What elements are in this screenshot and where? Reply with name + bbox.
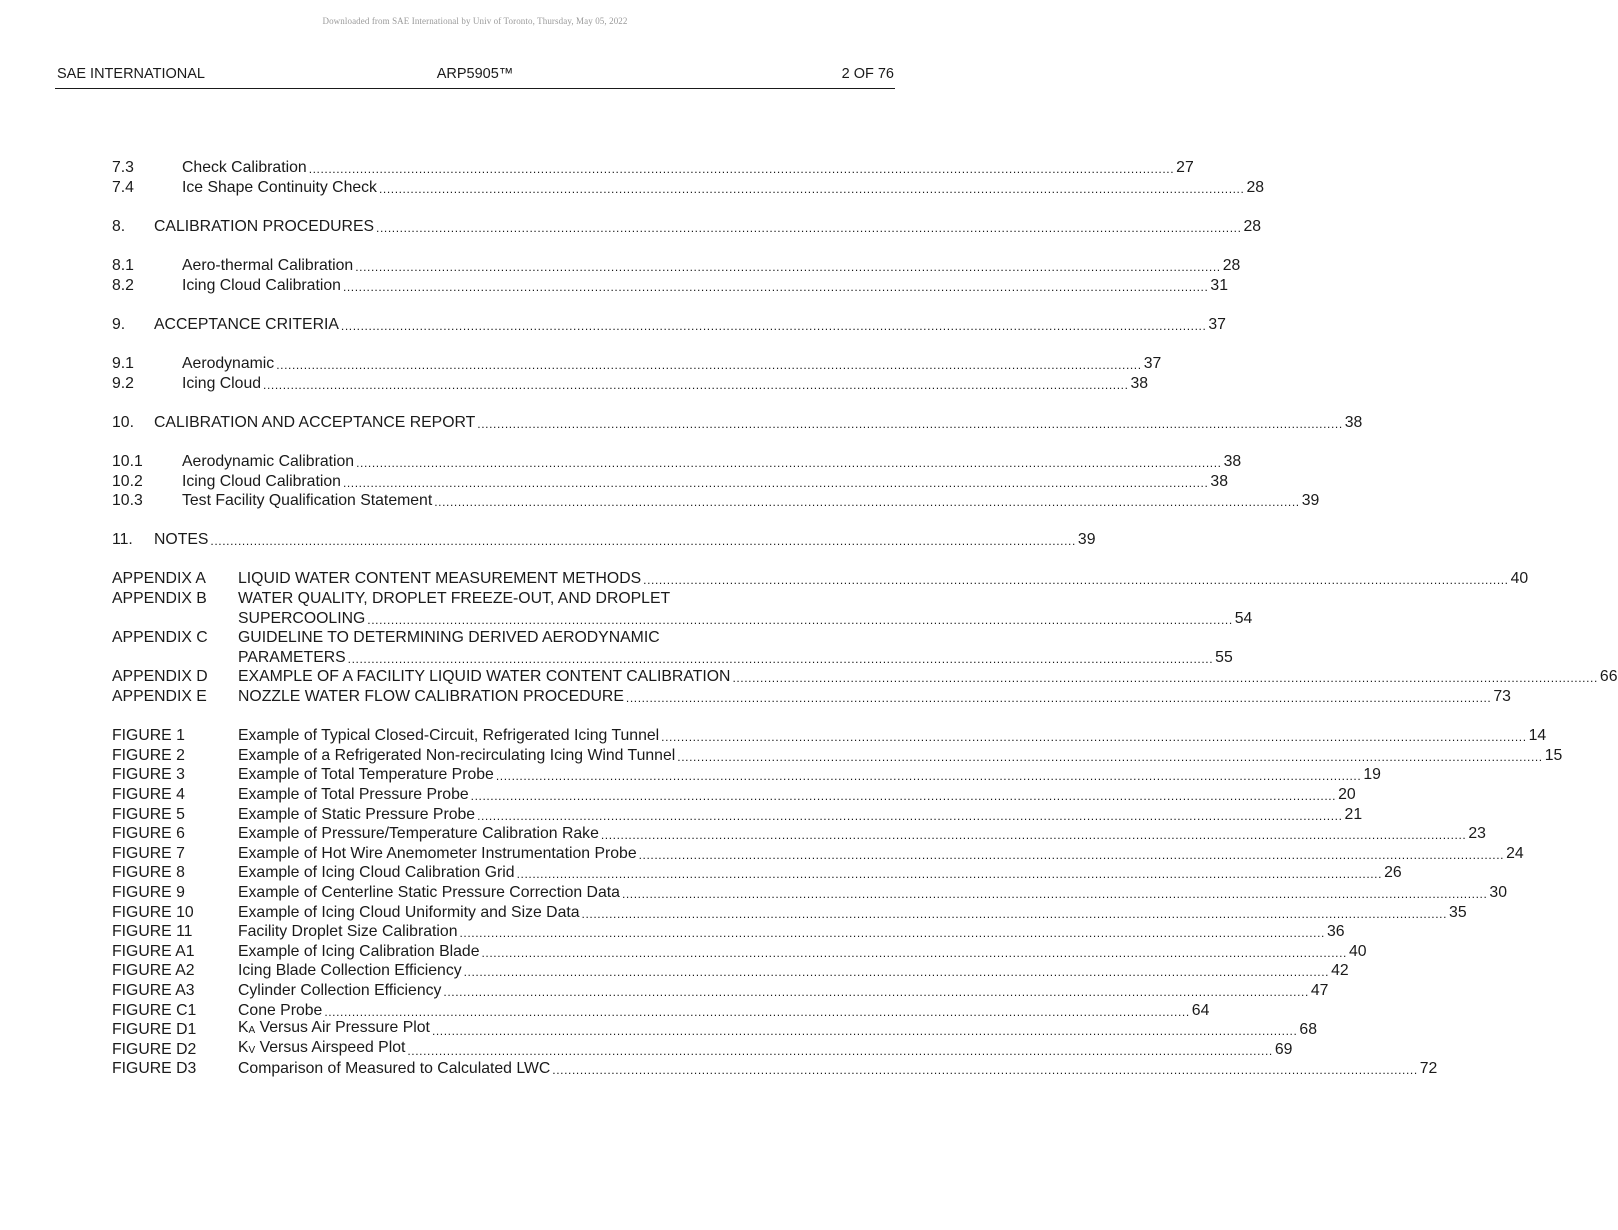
toc-entry-11[interactable] <box>112 530 1096 550</box>
toc-figure-d3[interactable] <box>112 1059 1438 1079</box>
figure-page: 69 <box>1274 1040 1293 1058</box>
figure-page: 20 <box>1338 786 1356 803</box>
figure-page: 24 <box>1506 844 1524 862</box>
toc-entry-number: 8.1 <box>112 256 134 274</box>
figure-label: FIGURE 10 <box>112 903 194 921</box>
header-document-number: ARP5905™ <box>436 66 514 82</box>
figure-title: Icing Blade Collection Efficiency <box>238 962 462 980</box>
figure-label: FIGURE 4 <box>112 786 185 803</box>
toc-figure-9[interactable] <box>112 883 1507 903</box>
toc-entry-10-2[interactable] <box>112 472 1228 492</box>
toc-entry-page: 38 <box>1223 452 1242 470</box>
dot-leader: ............................................................................................................................................................................................................................ <box>481 945 1347 960</box>
figure-page: 72 <box>1419 1060 1438 1078</box>
figure-label: FIGURE 7 <box>112 844 185 862</box>
dot-leader: ............................................................................................................................................................................................................................ <box>661 730 1527 745</box>
dot-leader: ............................................................................................................................................................................................................................ <box>342 475 1209 490</box>
dot-leader: ............................................................................................................................................................................................................................ <box>434 495 1300 510</box>
figure-label: FIGURE D2 <box>112 1040 197 1058</box>
toc-entry-number: 9.2 <box>112 374 134 392</box>
toc-entry-page: 37 <box>1208 315 1226 333</box>
figure-page: 68 <box>1299 1021 1317 1039</box>
figure-page: 35 <box>1449 903 1467 921</box>
toc-figure-a2[interactable] <box>112 961 1349 981</box>
toc-appendix-b-line2[interactable] <box>112 609 1253 629</box>
toc-entry-page: 28 <box>1222 256 1241 274</box>
figure-label: FIGURE A1 <box>112 942 195 960</box>
dot-leader: ............................................................................................................................................................................................................................ <box>600 828 1467 843</box>
figure-title <box>238 1018 430 1040</box>
figure-title: Example of Total Temperature Probe <box>238 766 494 784</box>
dot-leader: ............................................................................................................................................................................................................................ <box>470 789 1337 803</box>
toc-entry-title: CALIBRATION PROCEDURES <box>154 217 375 235</box>
download-watermark: Downloaded from SAE International by Univ of Toronto, Thursday, May 05, 2022 <box>322 16 628 26</box>
figure-page: 30 <box>1489 883 1507 901</box>
figure-label: FIGURE 9 <box>112 883 185 901</box>
dot-leader: ............................................................................................................................................................................................................................ <box>340 318 1207 333</box>
toc-entry-number: 10.2 <box>112 472 143 490</box>
figure-title <box>238 1038 405 1060</box>
figure-page: 47 <box>1310 981 1329 999</box>
toc-entry-page: 31 <box>1210 276 1228 294</box>
dot-leader: ............................................................................................................................................................................................................................ <box>342 279 1209 294</box>
toc-entry-number: 8. <box>112 217 126 235</box>
dot-leader: ............................................................................................................................................................................................................................ <box>621 886 1488 901</box>
toc-figure-d1[interactable] <box>112 1019 1317 1040</box>
appendix-page: 73 <box>1493 688 1511 706</box>
toc-entry-title: Aero-thermal Calibration <box>182 256 354 274</box>
toc-entry-title: Check Calibration <box>182 159 307 176</box>
header-page-number: 2 OF 76 <box>841 66 894 82</box>
dot-leader: ............................................................................................................................................................................................................................ <box>367 612 1233 627</box>
dot-leader: ............................................................................................................................................................................................................................ <box>308 162 1175 176</box>
figure-title: Comparison of Measured to Calculated LWC <box>238 1060 551 1078</box>
toc-entry-title: CALIBRATION AND ACCEPTANCE REPORT <box>154 413 476 431</box>
figure-title: Example of a Refrigerated Non-recirculating Icing Wind Tunnel <box>238 746 676 764</box>
toc-figure-d2[interactable] <box>112 1038 1293 1060</box>
toc-figure-3[interactable] <box>112 765 1381 785</box>
toc-figure-c1[interactable] <box>112 1001 1210 1021</box>
dot-leader: ............................................................................................................................................................................................................................ <box>378 181 1245 196</box>
dot-leader: ............................................................................................................................................................................................................................ <box>625 691 1492 706</box>
toc-appendix-c-line1[interactable] <box>112 628 839 648</box>
figure-label: FIGURE 6 <box>112 825 185 843</box>
toc-figure-2[interactable] <box>112 746 1563 766</box>
figure-title: Cylinder Collection Efficiency <box>238 981 442 999</box>
toc-figure-1[interactable] <box>112 726 1547 746</box>
dot-leader: ............................................................................................................................................................................................................................ <box>324 1004 1190 1019</box>
toc-figure-5[interactable] <box>112 805 1363 825</box>
dot-leader: ............................................................................................................................................................................................................................ <box>347 651 1214 666</box>
toc-entry-page: 28 <box>1246 178 1265 196</box>
toc-entry-number: 9.1 <box>112 354 134 372</box>
appendix-title: GUIDELINE TO DETERMINING DERIVED AERODYNAMIC <box>238 629 660 647</box>
figure-label: FIGURE 3 <box>112 766 185 784</box>
dot-leader: ............................................................................................................................................................................................................................ <box>677 749 1543 764</box>
toc-entry-9-2[interactable] <box>112 374 1149 394</box>
toc-figure-a1[interactable] <box>112 942 1367 962</box>
dot-leader: ............................................................................................................................................................................................................................ <box>516 867 1383 882</box>
toc-entry-page: 37 <box>1143 354 1162 372</box>
toc-entry-number: 7.3 <box>112 159 134 176</box>
appendix-title-continued: PARAMETERS <box>238 648 346 666</box>
toc-entry-number: 7.4 <box>112 178 134 196</box>
figure-label: FIGURE 1 <box>112 727 185 745</box>
toc-entry-10-1[interactable] <box>112 452 1242 472</box>
figure-title: Cone Probe <box>238 1001 323 1019</box>
appendix-title: WATER QUALITY, DROPLET FREEZE-OUT, AND DROPLET <box>238 590 671 608</box>
toc-figure-11[interactable] <box>112 922 1345 942</box>
toc-entry-7-3[interactable] <box>112 158 1194 178</box>
figure-title: Example of Total Pressure Probe <box>238 786 469 803</box>
toc-appendix-a[interactable] <box>112 569 1529 589</box>
appendix-page: 55 <box>1215 648 1233 666</box>
figure-title: Example of Icing Cloud Uniformity and Size Data <box>238 903 580 921</box>
toc-figure-8[interactable] <box>112 863 1402 883</box>
toc-entry-8[interactable] <box>112 217 1262 237</box>
appendix-title: EXAMPLE OF A FACILITY LIQUID WATER CONTENT CALIBRATION <box>238 668 731 686</box>
toc-figure-7[interactable] <box>112 844 1524 864</box>
appendix-page: 54 <box>1234 609 1253 627</box>
appendix-page: 66 <box>1599 668 1618 686</box>
toc-figure-6[interactable] <box>112 824 1486 844</box>
dot-leader: ............................................................................................................................................................................................................................ <box>643 573 1509 588</box>
appendix-page: 40 <box>1510 570 1529 588</box>
figure-page: 40 <box>1348 942 1367 960</box>
figure-title-symbol: K <box>238 1019 249 1037</box>
toc-entry-title: Test Facility Qualification Statement <box>182 492 433 510</box>
figure-title: Example of Centerline Static Pressure Correction Data <box>238 883 620 901</box>
dot-leader: ............................................................................................................................................................................................................................ <box>443 984 1309 999</box>
toc-appendix-e[interactable] <box>112 687 1511 707</box>
toc-entry-title: ACCEPTANCE CRITERIA <box>154 315 339 333</box>
figure-page: 23 <box>1468 825 1486 843</box>
toc-entry-page: 39 <box>1301 492 1320 510</box>
toc-figure-a3[interactable] <box>112 981 1329 1001</box>
toc-entry-title: Aerodynamic <box>182 354 275 372</box>
toc-entry-number: 10.1 <box>112 452 143 470</box>
header-publisher: SAE INTERNATIONAL <box>57 66 205 82</box>
dot-leader: ............................................................................................................................................................................................................................ <box>581 906 1448 921</box>
dot-leader: ............................................................................................................................................................................................................................ <box>732 671 1598 686</box>
toc-appendix-b-line1[interactable] <box>112 589 839 609</box>
figure-page: 64 <box>1191 1001 1210 1019</box>
toc-entry-title: Icing Cloud <box>182 374 262 392</box>
figure-title: Example of Static Pressure Probe <box>238 805 476 823</box>
toc-entry-title: Aerodynamic Calibration <box>182 452 355 470</box>
figure-title-rest: Versus Airspeed Plot <box>255 1038 406 1056</box>
toc-entry-9[interactable] <box>112 315 1226 335</box>
figure-title-subscript: V <box>248 1044 256 1056</box>
figure-label: FIGURE A2 <box>112 962 195 980</box>
dot-leader: ............................................................................................................................................................................................................................ <box>210 534 1076 549</box>
figure-page: 14 <box>1528 727 1547 745</box>
toc-entry-9-1[interactable] <box>112 354 1162 374</box>
appendix-title: LIQUID WATER CONTENT MEASUREMENT METHODS <box>238 570 642 588</box>
figure-label: FIGURE 11 <box>112 923 193 941</box>
page-header <box>55 66 895 89</box>
toc-entry-title: Ice Shape Continuity Check <box>182 178 377 196</box>
figure-label: FIGURE D3 <box>112 1060 197 1078</box>
figure-title: Example of Pressure/Temperature Calibration Rake <box>238 825 599 843</box>
dot-leader: ............................................................................................................................................................................................................................ <box>495 769 1362 784</box>
figure-page: 42 <box>1331 962 1349 980</box>
dot-leader: ............................................................................................................................................................................................................................ <box>477 808 1343 823</box>
toc-figure-10[interactable] <box>112 903 1467 923</box>
dot-leader: ............................................................................................................................................................................................................................ <box>276 357 1142 372</box>
figure-page: 26 <box>1384 864 1402 882</box>
figure-title-rest: Versus Air Pressure Plot <box>255 1019 430 1037</box>
dot-leader: ............................................................................................................................................................................................................................ <box>638 847 1505 862</box>
dot-leader: ............................................................................................................................................................................................................................ <box>407 1043 1273 1058</box>
figure-title: Facility Droplet Size Calibration <box>238 923 458 941</box>
dot-leader: ............................................................................................................................................................................................................................ <box>552 1063 1418 1078</box>
figure-label: FIGURE 5 <box>112 805 185 823</box>
figure-label: FIGURE C1 <box>112 1001 197 1019</box>
appendix-label: APPENDIX A <box>112 570 206 588</box>
toc-entry-title: Icing Cloud Calibration <box>182 472 341 490</box>
figure-label: FIGURE 2 <box>112 746 185 764</box>
figure-title: Example of Hot Wire Anemometer Instrumentation Probe <box>238 844 637 862</box>
dot-leader: ............................................................................................................................................................................................................................ <box>263 377 1129 392</box>
appendix-title: NOZZLE WATER FLOW CALIBRATION PROCEDURE <box>238 688 624 706</box>
toc-entry-page: 38 <box>1344 413 1363 431</box>
toc-entry-number: 10.3 <box>112 492 143 510</box>
figure-page: 36 <box>1326 923 1345 941</box>
toc-entry-7-4[interactable] <box>112 178 1265 198</box>
appendix-label: APPENDIX C <box>112 629 208 647</box>
dot-leader: ............................................................................................................................................................................................................................ <box>355 259 1221 274</box>
figure-page: 19 <box>1363 766 1381 784</box>
toc-appendix-c-line2[interactable] <box>112 648 1233 668</box>
dot-leader: ............................................................................................................................................................................................................................ <box>356 455 1222 470</box>
dot-leader: ............................................................................................................................................................................................................................ <box>376 220 1242 235</box>
toc-entry-page: 38 <box>1130 374 1149 392</box>
toc-entry-8-2[interactable] <box>112 276 1228 296</box>
toc-entry-page: 27 <box>1176 159 1194 176</box>
dot-leader: ............................................................................................................................................................................................................................ <box>477 416 1343 431</box>
toc-entry-10-3[interactable] <box>112 491 1320 511</box>
figure-title: Example of Icing Calibration Blade <box>238 942 480 960</box>
figure-label: FIGURE 8 <box>112 864 185 882</box>
dot-leader: ............................................................................................................................................................................................................................ <box>459 926 1325 941</box>
dot-leader: ............................................................................................................................................................................................................................ <box>463 965 1330 980</box>
toc-entry-page: 28 <box>1243 217 1262 235</box>
figure-title-symbol: K <box>238 1038 249 1056</box>
toc-appendix-d[interactable] <box>112 667 1618 687</box>
toc-figure-4[interactable] <box>112 785 1356 805</box>
figure-title: Example of Icing Cloud Calibration Grid <box>238 864 515 882</box>
appendix-label: APPENDIX D <box>112 668 208 686</box>
appendix-label: APPENDIX E <box>112 688 207 706</box>
toc-entry-8-1[interactable] <box>112 256 1241 276</box>
toc-entry-10[interactable] <box>112 413 1363 433</box>
toc-entry-page: 39 <box>1077 531 1096 549</box>
toc-entry-number: 9. <box>112 315 126 333</box>
dot-leader: ............................................................................................................................................................................................................................ <box>431 1024 1298 1039</box>
figure-label: FIGURE D1 <box>112 1021 197 1039</box>
appendix-title-continued: SUPERCOOLING <box>238 609 366 627</box>
figure-label: FIGURE A3 <box>112 981 195 999</box>
toc-entry-title: Icing Cloud Calibration <box>182 276 341 294</box>
figure-title: Example of Typical Closed-Circuit, Refrigerated Icing Tunnel <box>238 727 660 745</box>
toc-entry-number: 8.2 <box>112 276 134 294</box>
toc-entry-title: NOTES <box>154 531 209 549</box>
table-of-contents <box>112 158 1618 1079</box>
figure-page: 15 <box>1544 746 1563 764</box>
toc-entry-number: 11. <box>112 531 133 549</box>
figure-title-subscript: A <box>248 1025 256 1037</box>
toc-entry-page: 38 <box>1210 472 1228 490</box>
appendix-label: APPENDIX B <box>112 590 207 608</box>
figure-page: 21 <box>1344 805 1363 823</box>
toc-entry-number: 10. <box>112 413 134 431</box>
